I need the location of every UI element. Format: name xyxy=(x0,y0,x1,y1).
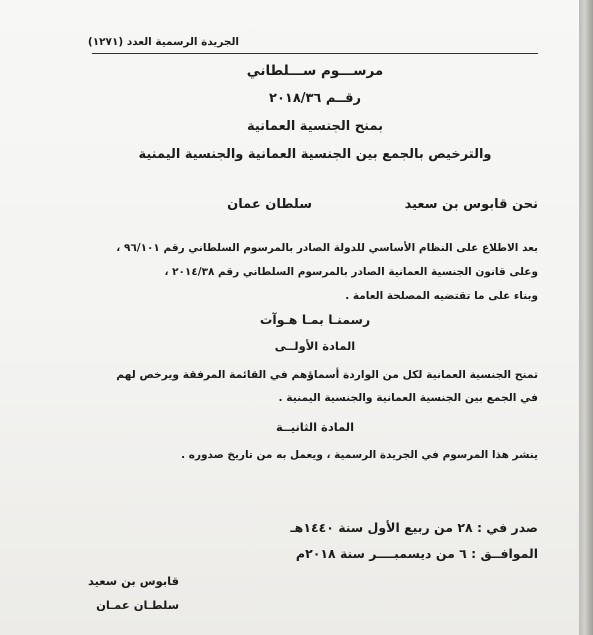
article-1-line-1: تمنح الجنسية العمانية لكل من الواردة أسماؤهم في القائمة المرفقة ويرخص لهم xyxy=(116,368,538,381)
gazette-header: الجريدة الرسمية العدد (١٢٧١) xyxy=(87,36,239,48)
preamble-line-3: وبناء على ما تقتضيه المصلحة العامة . xyxy=(345,290,538,302)
preamble-line-1: بعد الاطلاع على النظام الأساسي للدولة الصادر بالمرسوم السلطاني رقم ٩٦/١٠١ ، xyxy=(116,242,538,254)
decree-subject: بمنح الجنسية العمانية xyxy=(246,119,384,134)
decree-number: رقــم ٢٠١٨/٣٦ xyxy=(269,91,361,106)
preamble-line-2: وعلى قانون الجنسية العمانية الصادر بالمرسوم السلطاني رقم ٢٠١٤/٣٨ ، xyxy=(164,266,538,278)
decree-subject-detail: والترخيص بالجمع بين الجنسية العمانية والجنسية اليمنية xyxy=(138,147,492,162)
article-1-line-2: في الجمع بين الجنسية العمانية والجنسية اليمنية . xyxy=(278,391,538,404)
page-edge-shadow xyxy=(579,0,593,635)
signature-name: قابوس بن سعيد xyxy=(87,574,179,588)
issuer-name: نحن قابوس بن سعيد xyxy=(404,197,538,212)
decree-title: مرســـوم ســـلطاني xyxy=(246,63,384,79)
header-rule xyxy=(92,53,538,54)
issued-hijri-date: صدر في : ٢٨ من ربيع الأول سنة ١٤٤٠هـ xyxy=(290,520,538,535)
article-1-heading: المادة الأولــى xyxy=(274,339,356,353)
issuer-title: سلطان عمان xyxy=(227,197,312,212)
decree-heading: رسمنـا بمـا هـوآت xyxy=(259,312,371,327)
issued-gregorian-date: الموافــق : ٦ من ديسمبــــر سنة ٢٠١٨م xyxy=(295,546,538,561)
article-2-line-1: ينشر هذا المرسوم في الجريدة الرسمية ، ويعمل به من تاريخ صدوره . xyxy=(181,449,538,461)
signature-title: سلطـان عمـان xyxy=(96,598,179,612)
article-2-heading: المادة الثانيــة xyxy=(275,420,355,434)
